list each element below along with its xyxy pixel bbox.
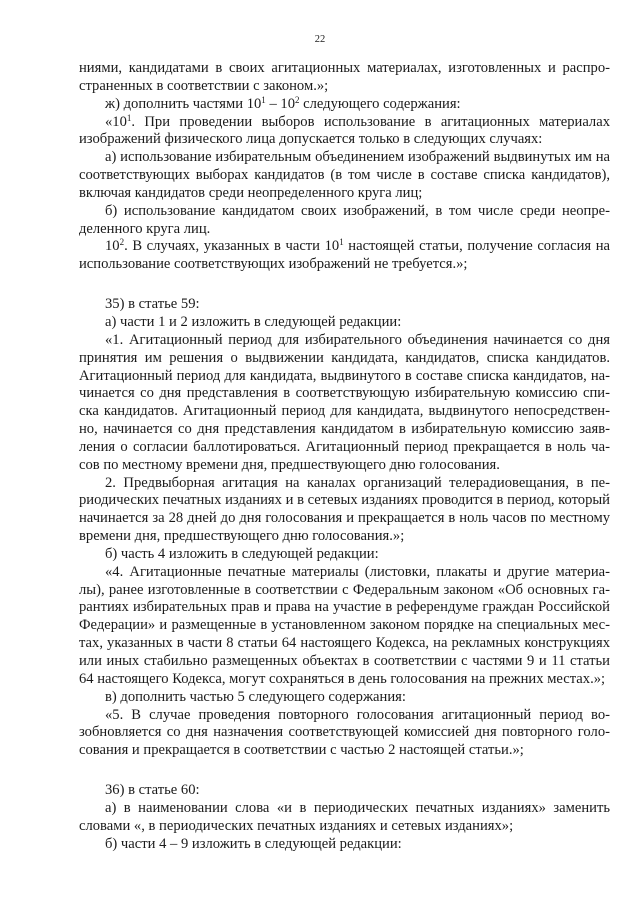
document-body [79, 60, 610, 853]
paragraph: «5. В случае проведения повторного голосования агитационный период возобновляется со дня назначения соответствующей комиссией дня повторного голосования и прекращается в соответствии с частью 2 настоящей статьи.»; [79, 706, 610, 759]
paragraph: а) части 1 и 2 изложить в следующей редакции: [105, 313, 402, 330]
paragraph: «$10^1$. При проведении выборов использование в агитационных материалах изображений физического лица допускается только в следующих случаях: [79, 112, 610, 148]
paragraph: ниями, кандидатами в своих агитационных материалах, изготовленных и распространенных в соответствии с законом.»; [79, 60, 610, 94]
paragraph-gap [79, 760, 610, 782]
page-number: 22 [314, 34, 326, 45]
paragraph: $10^2$. В случаях, указанных в части $10^1$ настоящей статьи, получение согласия на использование соответствующих изображений не требуется.»; [79, 237, 610, 273]
paragraph: 2. Предвыборная агитация на каналах организаций телерадиовещания, в периодических печатных изданиях и в сетевых изданиях проводится в период, который начинается за 28 дней до дня голосования и прекращается в ноль часов по местному времени дня, предшествующего дню голосования.»; [79, 474, 610, 545]
paragraph: б) использование кандидатом своих изображений, в том числе среди неопределенного круга лиц. [79, 202, 610, 237]
paragraph: б) части 4 – 9 изложить в следующей редакции: [105, 835, 402, 852]
paragraph: а) в наименовании слова «и в периодических печатных изданиях» заменить словами «, в периодических печатных изданиях и сетевых изданиях»; [79, 799, 610, 834]
paragraph: «4. Агитационные печатные материалы (листовки, плакаты и другие материалы), ранее изготовленные в соответствии с Федеральным законом «Об основных гарантиях избирательных прав и права на участие в референдуме граждан Российской Федерации» и размещенные в установленном законом порядке на специальных местах, указанных в части 8 статьи 64 настоящего Кодекса, на рекламных конструкциях или иных стабильно размещенных объектах в соответствии с частями 9 и 11 статьи 64 настоящего Кодекса, могут сохраняться в день голосования на прежних местах.»; [79, 563, 610, 687]
paragraph: в) дополнить частью 5 следующего содержания: [105, 688, 406, 705]
paragraph: а) использование избирательным объединением изображений выдвинутых им на соответствующих выборах кандидатов (в том числе в составе списка кандидатов), включая кандидатов среди неопределенного круга лиц; [79, 149, 610, 201]
paragraph: б) часть 4 изложить в следующей редакции: [105, 545, 379, 562]
paragraph: 35) в статье 59: [105, 296, 200, 313]
paragraph: «1. Агитационный период для избирательного объединения начинается со дня принятия им решения о выдвижении кандидата, кандидатов, списка кандидатов. Агитационный период для кандидата, выдвинутого в составе списка кандидатов, начинается со дня представления в соответствующую избирательную комиссию списка кандидатов. Агитационный период для кандидата, выдвинутого непосредственно, начинается со дня представления кандидатом в избирательную комиссию заявления о согласии баллотироваться. Агитационный период прекращается в ноль часов по местному времени дня, предшествующего дню голосования. [79, 331, 610, 473]
paragraph-gap [79, 274, 610, 296]
paragraph: 36) в статье 60: [105, 782, 200, 799]
paragraph: ж) дополнить частями $10^1 - 10^2$ следующего содержания: [105, 94, 461, 112]
